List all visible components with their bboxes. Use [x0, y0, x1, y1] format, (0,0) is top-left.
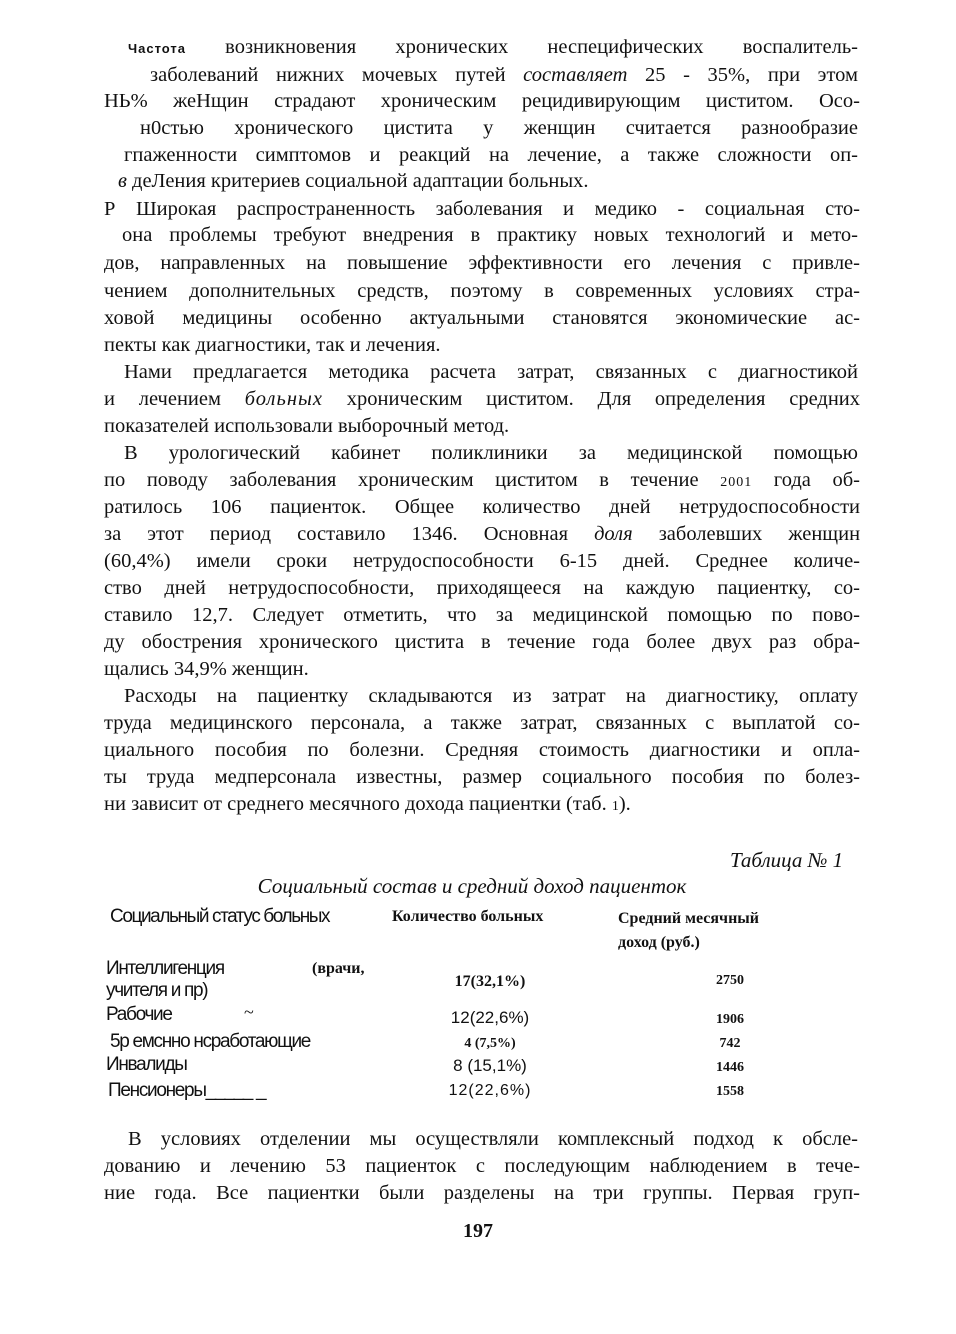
p3-line-2: и лечением больных хроническим циститом. Для определения средних: [104, 388, 861, 410]
table-row-2-status-note: ~: [244, 1002, 254, 1022]
table-row-3-count: 4 (7,5%): [464, 1036, 516, 1051]
p5-line-1: Расходы на пациентку складываются из затрат на диагностику, оплату: [124, 685, 858, 707]
p2-line-3: дов, направленных на повышение эффективности его лечения с привле-: [104, 252, 860, 274]
p4-line-3: ратилось 106 пациенток. Общее количество дней нетрудоспособности: [104, 496, 860, 518]
table-row-1-status-line-2: учителя и пр): [106, 980, 208, 1001]
p6-line-3: ние года. Все пациентки были разделены на три группы. Первая груп-: [104, 1182, 860, 1204]
table-row-1-count: 17(32,1%): [454, 973, 526, 990]
table-number-caption: Таблица № 1: [730, 848, 844, 872]
p4-line-2: по поводу заболевания хроническим циститом в течение 2001 года об-: [104, 469, 860, 491]
table-row-1-income: 2750: [716, 973, 744, 988]
table-header-count: Количество больных: [392, 908, 544, 925]
p2-line-1: Р Широкая распространенность заболевания и медико - социальная сто-: [104, 198, 860, 220]
p1-line-5: гпаженности симптомов и реакций на лечение, а также сложности оп-: [124, 144, 858, 166]
p6-line-1: В условиях отделении мы осуществляли комплексный подход к обсле-: [128, 1128, 858, 1150]
p1-line-1: Частота возникновения хронических неспецифических воспалитель-: [128, 36, 858, 58]
table-row-4-count: 8 (15,1%): [453, 1056, 527, 1075]
table-row-2-count: 12(22,6%): [450, 1008, 530, 1027]
p5-line-4: ты труда медперсонала известны, размер социального пособия по болез-: [104, 766, 860, 788]
p5-line-2: труда медицинского персонала, а также затрат, связанных с выплатой со-: [104, 712, 860, 734]
p4-line-4: за этот период составило 1346. Основная доля заболевших женщин: [104, 523, 861, 545]
p1-line-4: н0стью хронического цистита у женщин считается разнообразие: [140, 117, 858, 139]
table-header-income-line-2: доход (руб.): [618, 934, 700, 951]
p2-line-6: пекты как диагностики, так и лечения.: [104, 334, 441, 356]
p3-line-1: Нами предлагается методика расчета затрат, связанных с диагностикой: [124, 361, 858, 383]
table-row-4-income: 1446: [716, 1060, 744, 1075]
p4-line-7: ставило 12,7. Следует отметить, что за медицинской помощью по пово-: [104, 604, 860, 626]
table-row-1-status-note: (врачи,: [312, 960, 365, 977]
table-row-5-status: Пенсионеры_____ _: [108, 1080, 266, 1101]
table-row-5-count: 12(22,6%): [448, 1082, 532, 1099]
p1-line-6: в деЛения критериев социальной адаптации больных.: [118, 170, 589, 192]
table-row-5-income: 1558: [716, 1084, 744, 1099]
p4-line-5: (60,4%) имели сроки нетрудоспособности 6-15 дней. Среднее количе-: [104, 550, 860, 572]
table-row-2-status: Рабочие: [106, 1004, 172, 1025]
table-row-2-income: 1906: [716, 1012, 744, 1027]
p6-line-2: дованию и лечению 53 пациенток с последующим наблюдением в тече-: [104, 1155, 860, 1177]
table-header-status: Социальный статус больных: [110, 906, 330, 927]
p1-line-3: НЬ% жеНщин страдают хроническим рецидивирующим циститом. Осо-: [104, 90, 860, 112]
table-row-4-status: Инвалиды: [106, 1054, 187, 1075]
p4-line-8: ду обострения хронического цистита в течение года более двух раз обра-: [104, 631, 860, 653]
table-title: Социальный состав и средний доход пациенток: [257, 874, 687, 898]
p2-line-2: она проблемы требуют внедрения в практику новых технологий и мето-: [122, 224, 858, 246]
p4-line-9: щались 34,9% женщин.: [104, 658, 309, 680]
p5-line-5: ни зависит от среднего месячного дохода пациентки (таб. 1).: [104, 793, 631, 815]
p1-line-2: заболеваний нижних мочевых путей составляет 25 - 35%, при этом: [150, 64, 858, 86]
p1-lead-word: Частота: [128, 41, 187, 56]
p3-line-3: показателей использовали выборочный метод.: [104, 415, 510, 437]
page-number: 197: [463, 1220, 493, 1242]
table-row-3-income: 742: [719, 1036, 741, 1051]
table-row-3-status: 5р емснно нсработающие: [110, 1031, 311, 1052]
table-header-income-line-1: Средний месячный: [618, 910, 759, 927]
p2-line-5: ховой медицины особенно актуальными становятся экономические ас-: [104, 307, 860, 329]
p5-line-3: циального пособия по болезни. Средняя стоимость диагностики и опла-: [104, 739, 860, 761]
p4-line-1: В урологический кабинет поликлиники за медицинской помощью: [124, 442, 858, 464]
p4-line-6: ство дней нетрудоспособности, приходящееся на каждую пациентку, со-: [104, 577, 860, 599]
table-row-1-status: Интеллигенция: [106, 958, 224, 979]
p2-line-4: чением дополнительных средств, поэтому в современных условиях стра-: [104, 280, 860, 302]
